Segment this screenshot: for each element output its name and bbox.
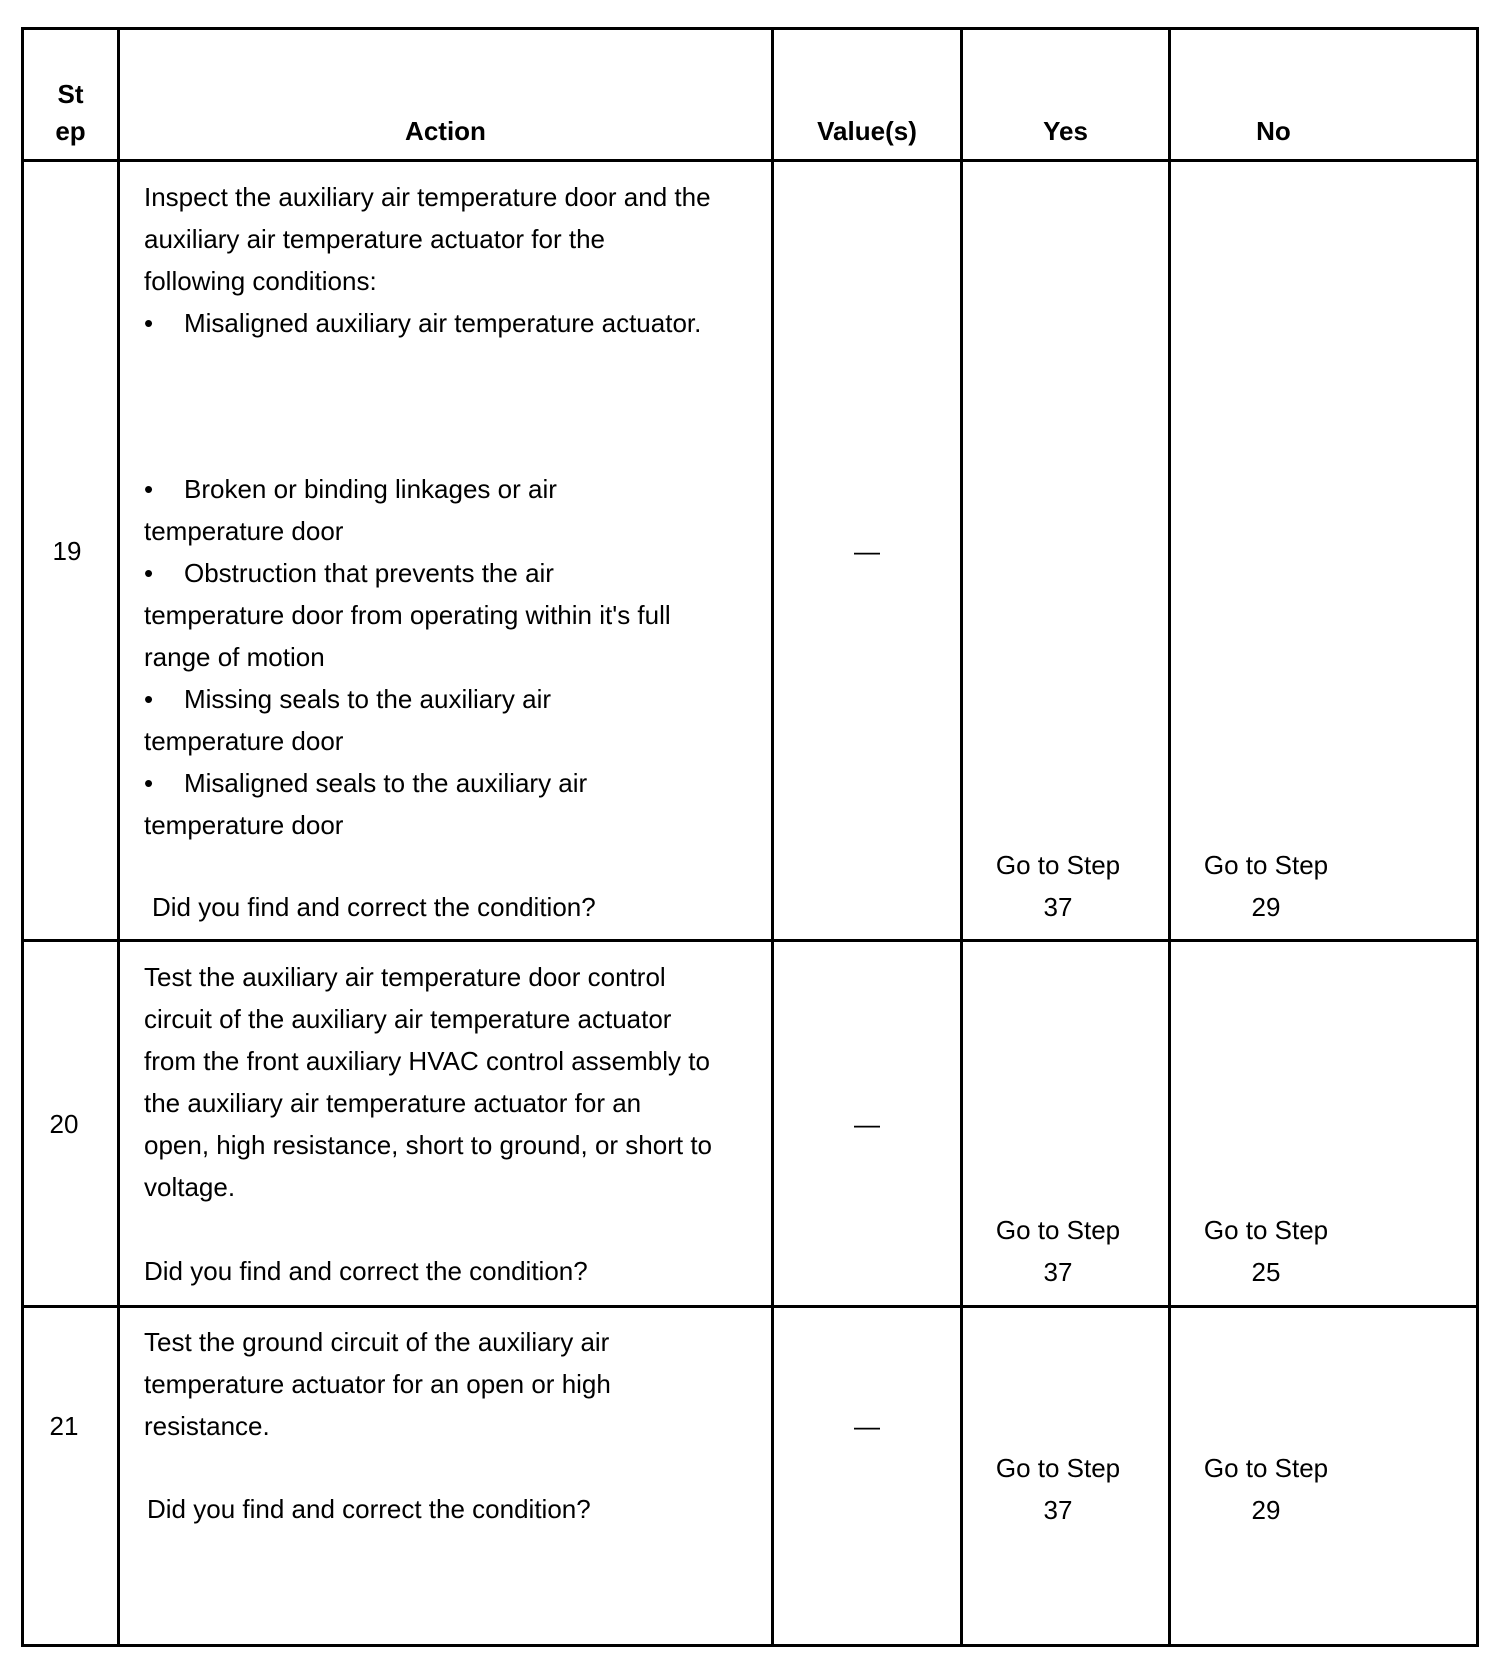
bullet-icon: •: [144, 558, 154, 588]
header-step-line2: ep: [55, 116, 86, 146]
step-number: 20: [49, 1109, 79, 1139]
yes-label: Go to Step: [995, 1215, 1121, 1245]
header-action: Action: [405, 116, 486, 146]
value-dash: —: [854, 536, 880, 566]
action-text: the auxiliary air temperature actuator for an: [144, 1088, 642, 1118]
yes-step: 37: [1043, 892, 1073, 922]
no-label: Go to Step: [1203, 1453, 1329, 1483]
action-text: temperature actuator for an open or high: [144, 1369, 611, 1399]
bullet-icon: •: [144, 684, 154, 714]
header-values: Value(s): [817, 116, 917, 146]
yes-label: Go to Step: [995, 1453, 1121, 1483]
no-label: Go to Step: [1203, 1215, 1329, 1245]
no-step: 29: [1251, 892, 1281, 922]
row-divider: [24, 159, 1476, 162]
action-question: Did you find and correct the condition?: [147, 1494, 591, 1524]
bullet-icon: •: [144, 308, 154, 338]
action-text: voltage.: [144, 1172, 236, 1202]
row-divider: [24, 1305, 1476, 1308]
header-yes: Yes: [1043, 116, 1088, 146]
action-text: from the front auxiliary HVAC control assembly to: [144, 1046, 710, 1076]
column-divider: [1168, 30, 1171, 1644]
no-label: Go to Step: [1203, 850, 1329, 880]
action-text: temperature door: [144, 516, 344, 546]
action-text: circuit of the auxiliary air temperature actuator: [144, 1004, 672, 1034]
column-divider: [771, 30, 774, 1644]
action-bullet-item: • Misaligned auxiliary air temperature actuator.: [144, 301, 701, 346]
header-no: No: [1256, 116, 1291, 146]
yes-step: 37: [1043, 1257, 1073, 1287]
step-number: 19: [52, 536, 82, 566]
bullet-icon: •: [144, 474, 154, 504]
action-text: Inspect the auxiliary air temperature door and the: [144, 182, 711, 212]
action-text: range of motion: [144, 642, 325, 672]
value-dash: —: [854, 1109, 880, 1139]
action-text: Test the ground circuit of the auxiliary air: [144, 1327, 610, 1357]
value-dash: —: [854, 1411, 880, 1441]
column-divider: [960, 30, 963, 1644]
action-text: temperature door: [144, 810, 344, 840]
action-bullet-item: • Missing seals to the auxiliary air: [144, 677, 551, 722]
bullet-icon: •: [144, 768, 154, 798]
action-question: Did you find and correct the condition?: [152, 892, 596, 922]
action-text: Test the auxiliary air temperature door control: [144, 962, 666, 992]
yes-label: Go to Step: [995, 850, 1121, 880]
no-step: 25: [1251, 1257, 1281, 1287]
diagnostic-table: [21, 27, 1479, 1647]
action-text: auxiliary air temperature actuator for the: [144, 224, 605, 254]
action-text: following conditions:: [144, 266, 377, 296]
action-question: Did you find and correct the condition?: [144, 1256, 588, 1286]
action-text: resistance.: [144, 1411, 270, 1441]
yes-step: 37: [1043, 1495, 1073, 1525]
column-divider: [117, 30, 120, 1644]
action-bullet-item: • Broken or binding linkages or air: [144, 467, 557, 512]
no-step: 29: [1251, 1495, 1281, 1525]
action-text: temperature door: [144, 726, 344, 756]
header-step-line1: St: [57, 79, 84, 109]
action-bullet-item: • Obstruction that prevents the air: [144, 551, 554, 596]
action-bullet-item: • Misaligned seals to the auxiliary air: [144, 761, 587, 806]
row-divider: [24, 939, 1476, 942]
step-number: 21: [49, 1411, 79, 1441]
action-text: open, high resistance, short to ground, or short to: [144, 1130, 713, 1160]
header-step: [24, 76, 117, 150]
action-text: temperature door from operating within it's full: [144, 600, 671, 630]
